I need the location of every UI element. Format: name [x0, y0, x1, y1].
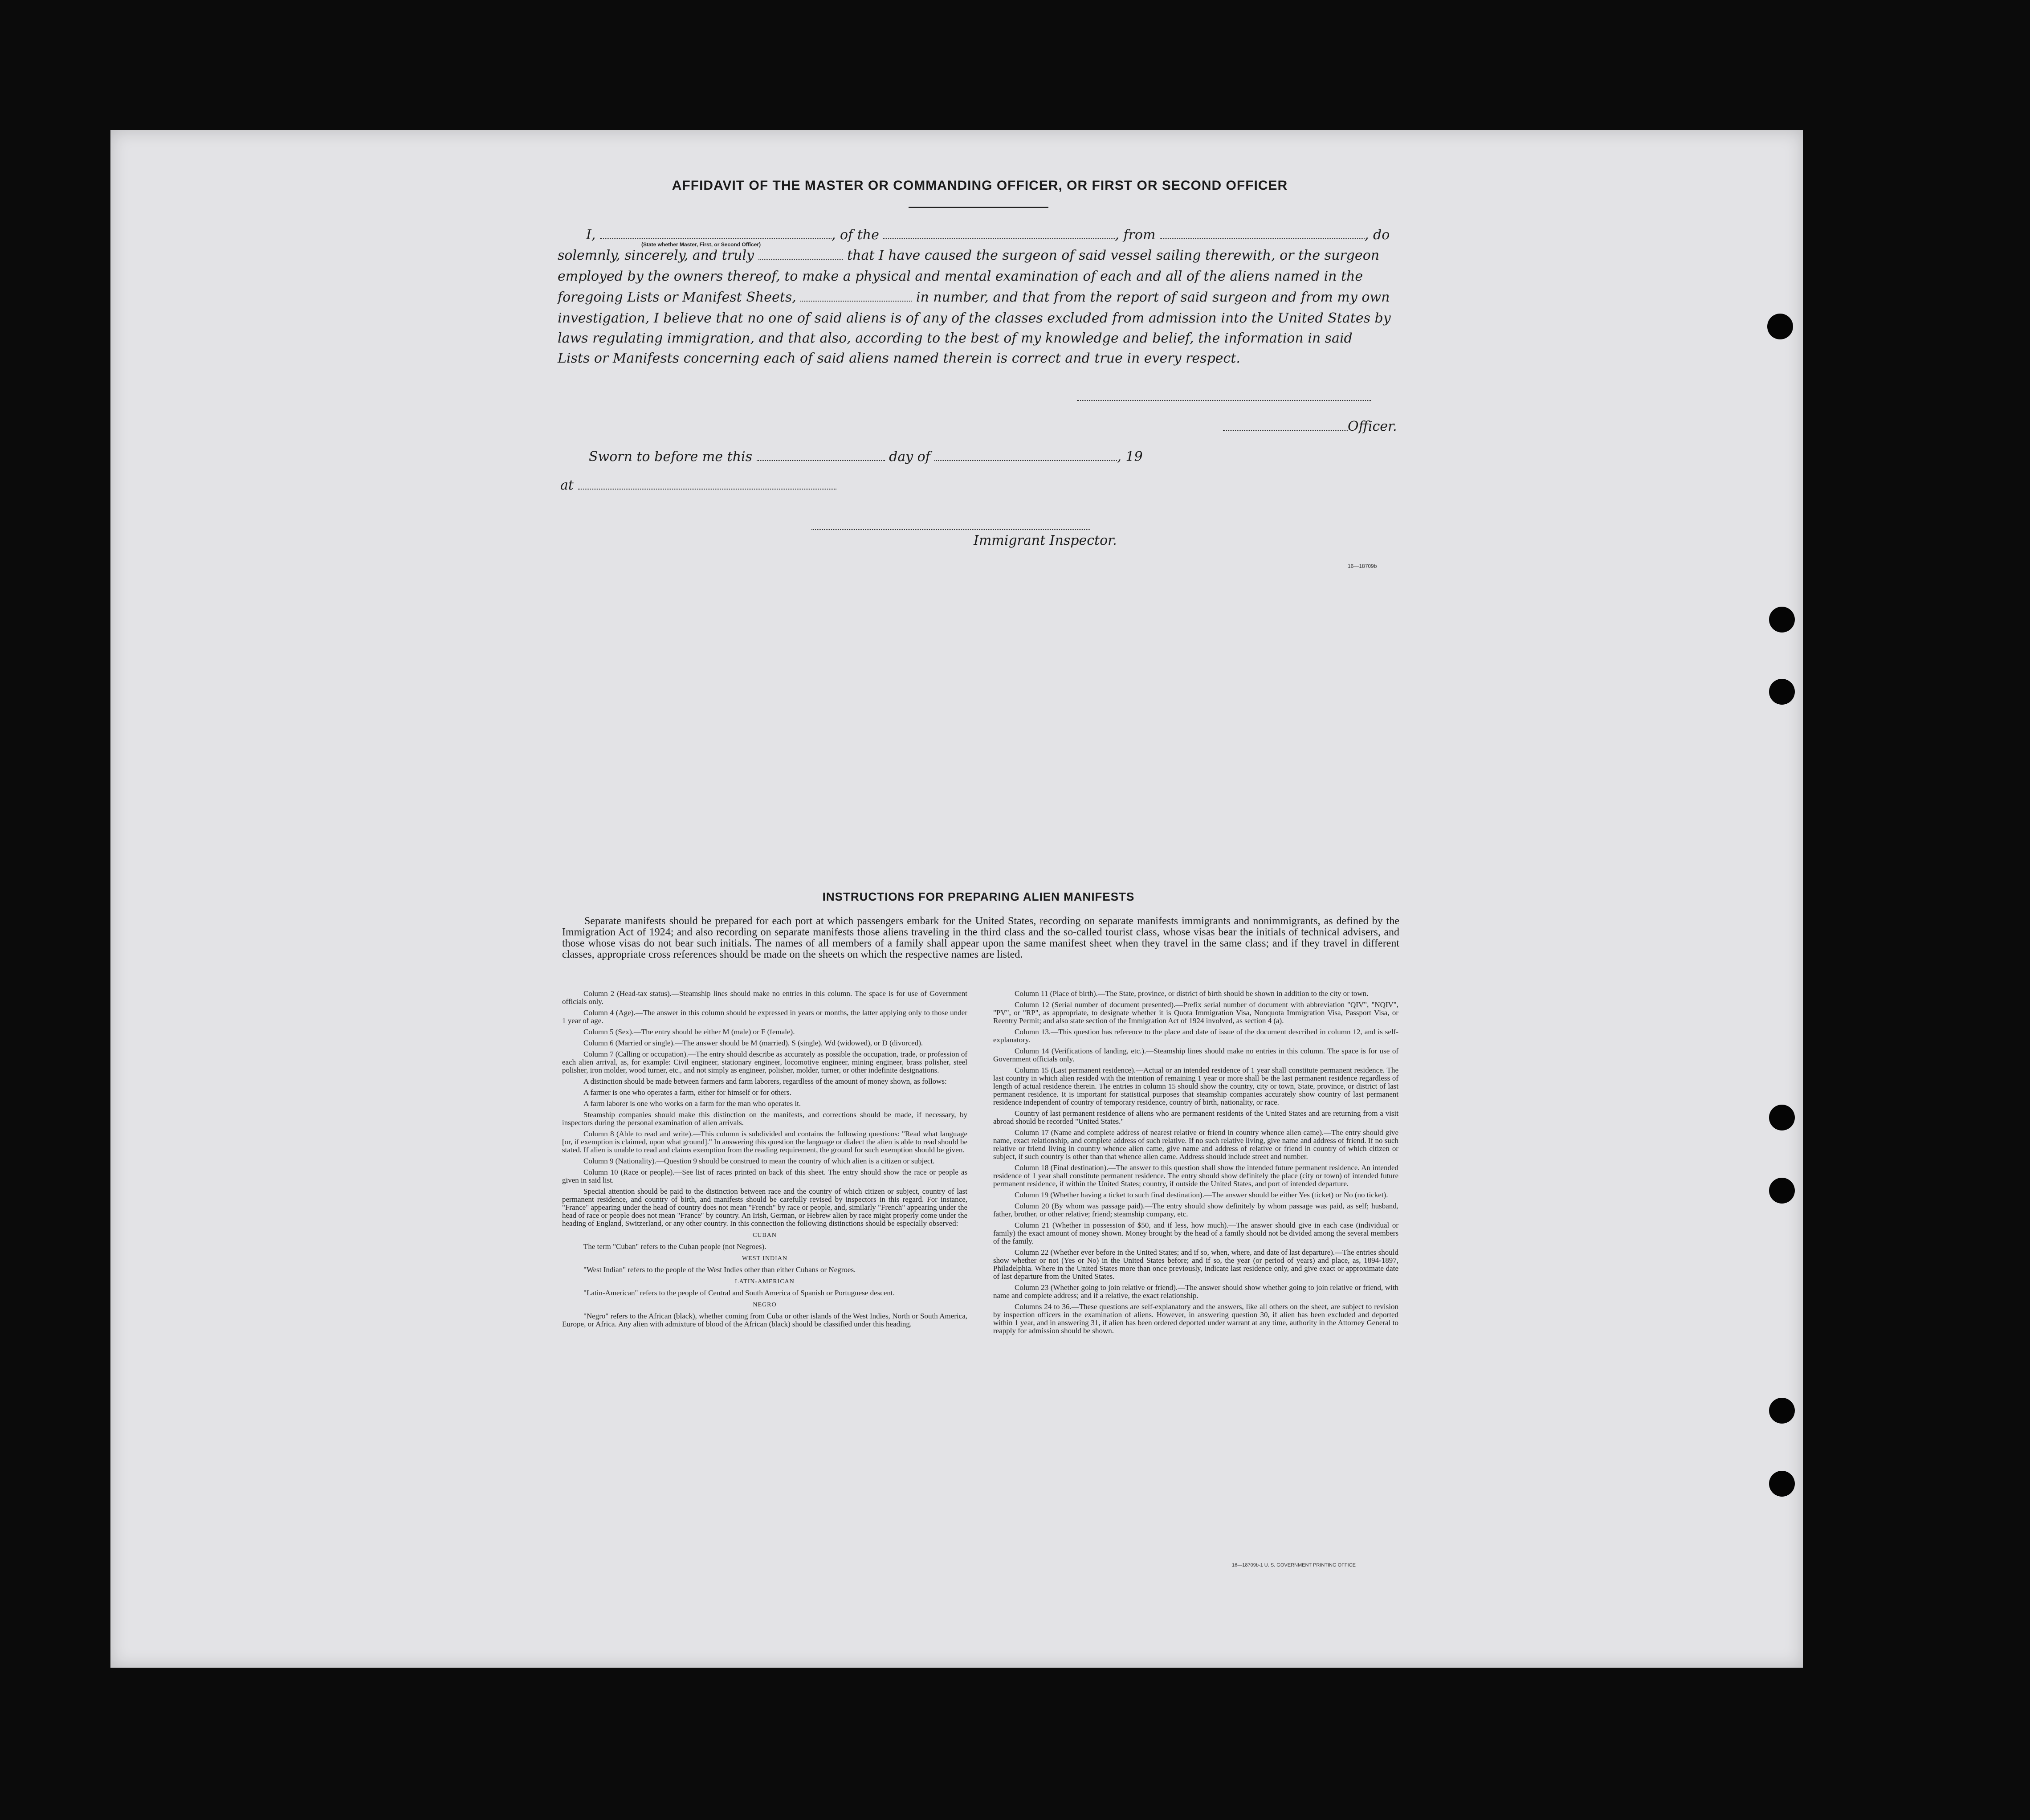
rank-note: (State whether Master, First, or Second Officer): [641, 241, 761, 248]
instruction-paragraph: Country of last permanent residence of aliens who are permanent residents of the United States and are returning from a visit abroad should be recorded "United States.": [993, 1109, 1398, 1126]
affidavit-line-5: investigation, I believe that no one of said aliens is of any of the classes excluded from admission into the United States by: [558, 310, 1391, 326]
instruction-paragraph: Column 11 (Place of birth).—The State, province, or district of birth should be shown in addition to the city or town.: [1015, 989, 1369, 998]
instruction-paragraph: Column 23 (Whether going to join relative or friend).—The answer should show whether going to join relative or friend, with name and complete address; and if a relative, the exact relationship.: [993, 1283, 1398, 1300]
instruction-paragraph: Column 15 (Last permanent residence).—Actual or an intended residence of 1 year shall constitute permanent residence. The last country in which alien resided with the intention of remaining 1 year or more shall be the last permanent residence regardless of length of actual residence therein. The entries in column 15 should show the country, city or town, State, province, or district of last permanent residence. It is important for statistical purposes that steamship companies accurately show country of last permanent residence independent of country of temporary residence, country of birth, nationality, or race.: [993, 1066, 1398, 1106]
instruction-paragraph: Column 18 (Final destination).—The answer to this question shall show the intended future permanent residence. An intended residence of 1 year shall constitute permanent residence. The entry should show definitely the place (city or town) of intended future permanent residence, if within the United States; country, if outside the United States, and port of intended departure.: [993, 1163, 1398, 1188]
affidavit-line-6: laws regulating immigration, and that also, according to the best of my knowledge and belief, the information in said: [558, 331, 1353, 346]
affidavit-do: , do: [1364, 227, 1390, 243]
port-blank[interactable]: [1160, 238, 1365, 239]
sworn-place-blank[interactable]: [578, 489, 836, 490]
officer-label: Officer.: [1348, 419, 1397, 434]
at-line: [560, 477, 836, 493]
punch-hole: [1769, 1105, 1795, 1130]
instruction-paragraph: Column 5 (Sex).—The entry should be either M (male) or F (female).: [583, 1028, 795, 1036]
year-prefix: , 19: [1117, 449, 1143, 465]
affidavit-line-7: Lists or Manifests concerning each of said aliens named therein is correct and true in every respect.: [558, 351, 1240, 366]
affidavit-line-4-start: foregoing Lists or Manifest Sheets,: [558, 290, 796, 305]
negro-heading: NEGRO: [753, 1302, 777, 1308]
affidavit-of-the: , of the: [831, 227, 879, 243]
inspector-label: Immigrant Inspector.: [974, 533, 1117, 548]
instruction-paragraph: A farm laborer is one who works on a farm for the man who operates it.: [583, 1099, 801, 1108]
instruction-paragraph: Column 19 (Whether having a ticket to such final destination).—The answer should be either Yes (ticket) or No (no ticket).: [1015, 1191, 1388, 1199]
instruction-paragraph: Special attention should be paid to the distinction between race and the country of which citizen or subject, country of last permanent residence, and country of birth, and manifests should be carefully revised by inspectors in this regard. For instance, "France" appearing under the head of country does not mean "French" by race or people, and, similarly "French" appearing under the head of race or people does not mean "France" by country. An Irish, German, or Hebrew alien by race might properly come under the heading of England, Switzerland, or any other country. In this connection the following distinctions should be especially observed:: [562, 1187, 967, 1228]
affidavit-title: AFFIDAVIT OF THE MASTER OR COMMANDING OFFICER, OR FIRST OR SECOND OFFICER: [672, 178, 1288, 193]
printing-office-code: 16—18709b-1 U. S. GOVERNMENT PRINTING OFFICE: [1232, 1563, 1356, 1568]
instruction-paragraph: Column 7 (Calling or occupation).—The entry should describe as accurately as possible the occupation, trade, or profession of each alien arrival, as, for example: Civil engineer, stationary engineer, locomotive engineer, mining engineer, brass polisher, steel polisher, iron molder, wood turner, etc., and not simply as engineer, polisher, molder, turner, or other indefinite designations.: [562, 1050, 967, 1074]
instructions-right-column: [993, 990, 1398, 1338]
instruction-paragraph: Column 2 (Head-tax status).—Steamship lines should make no entries in this column. The space is for use of Government officials only.: [562, 989, 967, 1006]
officer-rank-blank[interactable]: [600, 238, 832, 239]
instructions-title: INSTRUCTIONS FOR PREPARING ALIEN MANIFESTS: [822, 890, 1135, 903]
punch-hole: [1769, 679, 1795, 705]
punch-hole: [1769, 1471, 1795, 1497]
punch-hole: [1769, 1178, 1795, 1204]
affidavit-line-3: employed by the owners thereof, to make a physical and mental examination of each and all of the aliens named in the: [558, 269, 1363, 284]
west-indian-heading: WEST INDIAN: [742, 1255, 788, 1262]
affidavit-i: I,: [586, 227, 596, 243]
instruction-paragraph: Column 8 (Able to read and write).—This column is subdivided and contains the following questions: "Read what language [or, if exemption is claimed, upon what ground]." In answering this question the language or dialect the alien is able to read should be stated. If alien is unable to read and claims exemption from the reading requirement, the ground for such exemption should be given.: [562, 1130, 967, 1154]
affidavit-line-2-end: that I have caused the surgeon of said vessel sailing therewith, or the surgeon: [847, 248, 1380, 263]
affidavit-form-code: 16—18709b: [1348, 563, 1377, 569]
sheet-count-blank[interactable]: [800, 301, 912, 302]
instruction-paragraph: A farmer is one who operates a farm, either for himself or for others.: [583, 1088, 791, 1097]
instruction-paragraph: Column 4 (Age).—The answer in this column should be expressed in years or months, the latter applying only to those under 1 year of age.: [562, 1008, 967, 1025]
instruction-paragraph: Column 10 (Race or people).—See list of races printed on back of this sheet. The entry should show the race or people as given in said list.: [562, 1168, 967, 1184]
instruction-paragraph: Column 13.—This question has reference to the place and date of issue of the document described in column 12, and is self-explanatory.: [993, 1028, 1398, 1044]
officer-signature-line[interactable]: [1077, 400, 1371, 401]
instruction-paragraph: Column 20 (By whom was passage paid).—The entry should show definitely by whom passage was paid, as self; husband, father, brother, or other relative; friend; steamship company, etc.: [993, 1202, 1398, 1218]
title-rule: [909, 207, 1048, 208]
punch-hole: [1767, 314, 1793, 339]
instructions-left-column: [562, 990, 967, 1331]
sworn-month-blank[interactable]: [934, 460, 1117, 461]
cuban-definition: The term "Cuban" refers to the Cuban people (not Negroes).: [583, 1242, 766, 1251]
instruction-paragraph: A distinction should be made between farmers and farm laborers, regardless of the amount of money shown, as follows:: [583, 1077, 947, 1085]
affidavit-line-4: [558, 290, 1390, 305]
inspector-signature-line[interactable]: [811, 529, 1090, 530]
instruction-paragraph: Column 12 (Serial number of document presented).—Prefix serial number of document with abbreviation "QIV", "NQIV", "PV", or "RP", as appropriate, to designate whether it is Quota Immigration Visa, Nonquota Immigration Visa, Passport Visa, or Reentry Permit; and also state section of the Immigration Act of 1924 involved, as section 4 (a).: [993, 1000, 1398, 1025]
affidavit-line-2: [558, 248, 1379, 263]
swear-blank[interactable]: [758, 259, 843, 260]
affidavit-from: , from: [1115, 227, 1156, 243]
day-of-label: day of: [889, 449, 930, 465]
instruction-paragraph: Column 6 (Married or single).—The answer should be M (married), S (single), Wd (widowed), or D (divorced).: [583, 1039, 923, 1047]
punch-hole: [1769, 607, 1795, 633]
officer-title-blank[interactable]: [1223, 430, 1348, 431]
instruction-paragraph: Column 22 (Whether ever before in the United States; and if so, when, where, and date of last departure).—The entries should show whether or not (Yes or No) in the United States before; and if so, the year (or period of years) and place, as, 1894-1897, Philadelphia. Where in the United States more than once previously, indicate last residence only, and give exact or approximate date of last departure from the United States.: [993, 1248, 1398, 1281]
officer-line: [1223, 419, 1397, 434]
latin-american-definition: "Latin-American" refers to the people of Central and South America of Spanish or Portuguese descent.: [583, 1289, 895, 1297]
instruction-paragraph: Column 9 (Nationality).—Question 9 should be construed to mean the country of which alien is a citizen or subject.: [583, 1157, 935, 1165]
instruction-paragraph: Column 17 (Name and complete address of nearest relative or friend in country whence alien came).—The entry should give name, exact relationship, and complete address of such relative. If no such relative living, give name and address of friend. If no such relative or friend living in country whence alien came, give name and address of relative or friend in country of which citizen or subject, if such country is other than that whence alien came. Address should include street and number.: [993, 1128, 1398, 1161]
cuban-heading: CUBAN: [752, 1232, 777, 1239]
sworn-line: [589, 449, 1143, 465]
sworn-day-blank[interactable]: [757, 460, 885, 461]
instruction-paragraph: Column 14 (Verifications of landing, etc.).—Steamship lines should make no entries in this column. The space is for use of Government officials only.: [993, 1047, 1398, 1063]
instructions-intro: Separate manifests should be prepared for each port at which passengers embark for the United States, recording on separate manifests immigrants and nonimmigrants, as defined by the Immigration Act of 1924; and also recording on separate manifests those aliens traveling in the third class and the so-called tourist class, whose visas bear the initials of technical advisers, and those whose visas do not bear such initials. The names of all members of a family shall appear upon the same manifest sheet when they travel in the same class; and if they travel in different classes, appropriate cross references should be made on the sheets on which the respective names are listed.: [562, 915, 1399, 960]
affidavit-line-1: [586, 227, 1390, 243]
affidavit-line-2-start: solemnly, sincerely, and truly: [558, 248, 754, 263]
west-indian-definition: "West Indian" refers to the people of the West Indies other than either Cubans or Negroes.: [583, 1265, 856, 1274]
instruction-paragraph: Columns 24 to 36.—These questions are self-explanatory and the answers, like all others on the sheet, are subject to revision by inspection officers in the examination of aliens. However, in answering question 30, if alien has been excluded and deported within 1 year, and in answering 31, if alien has been ordered deported under warrant at any time, authority in the Attorney General to reapply for admission should be shown.: [993, 1302, 1398, 1335]
affidavit-line-4-end: in number, and that from the report of said surgeon and from my own: [916, 290, 1390, 305]
latin-american-heading: LATIN-AMERICAN: [735, 1278, 795, 1285]
vessel-blank[interactable]: [883, 238, 1115, 239]
at-label: at: [560, 477, 574, 493]
negro-definition: "Negro" refers to the African (black), whether coming from Cuba or other islands of the West Indies, North or South America, Europe, or Africa. Any alien with admixture of blood of the African (black) should be classified under this heading.: [562, 1312, 967, 1328]
instruction-paragraph: Steamship companies should make this distinction on the manifests, and corrections should be made, if necessary, by inspectors during the personal examination of alien arrivals.: [562, 1110, 967, 1127]
sworn-label: Sworn to before me this: [589, 449, 753, 465]
punch-hole: [1769, 1398, 1795, 1424]
instruction-paragraph: Column 21 (Whether in possession of $50, and if less, how much).—The answer should give in each case (individual or family) the exact amount of money shown. Money brought by the head of a family should not be divided among the several members of the family.: [993, 1221, 1398, 1245]
